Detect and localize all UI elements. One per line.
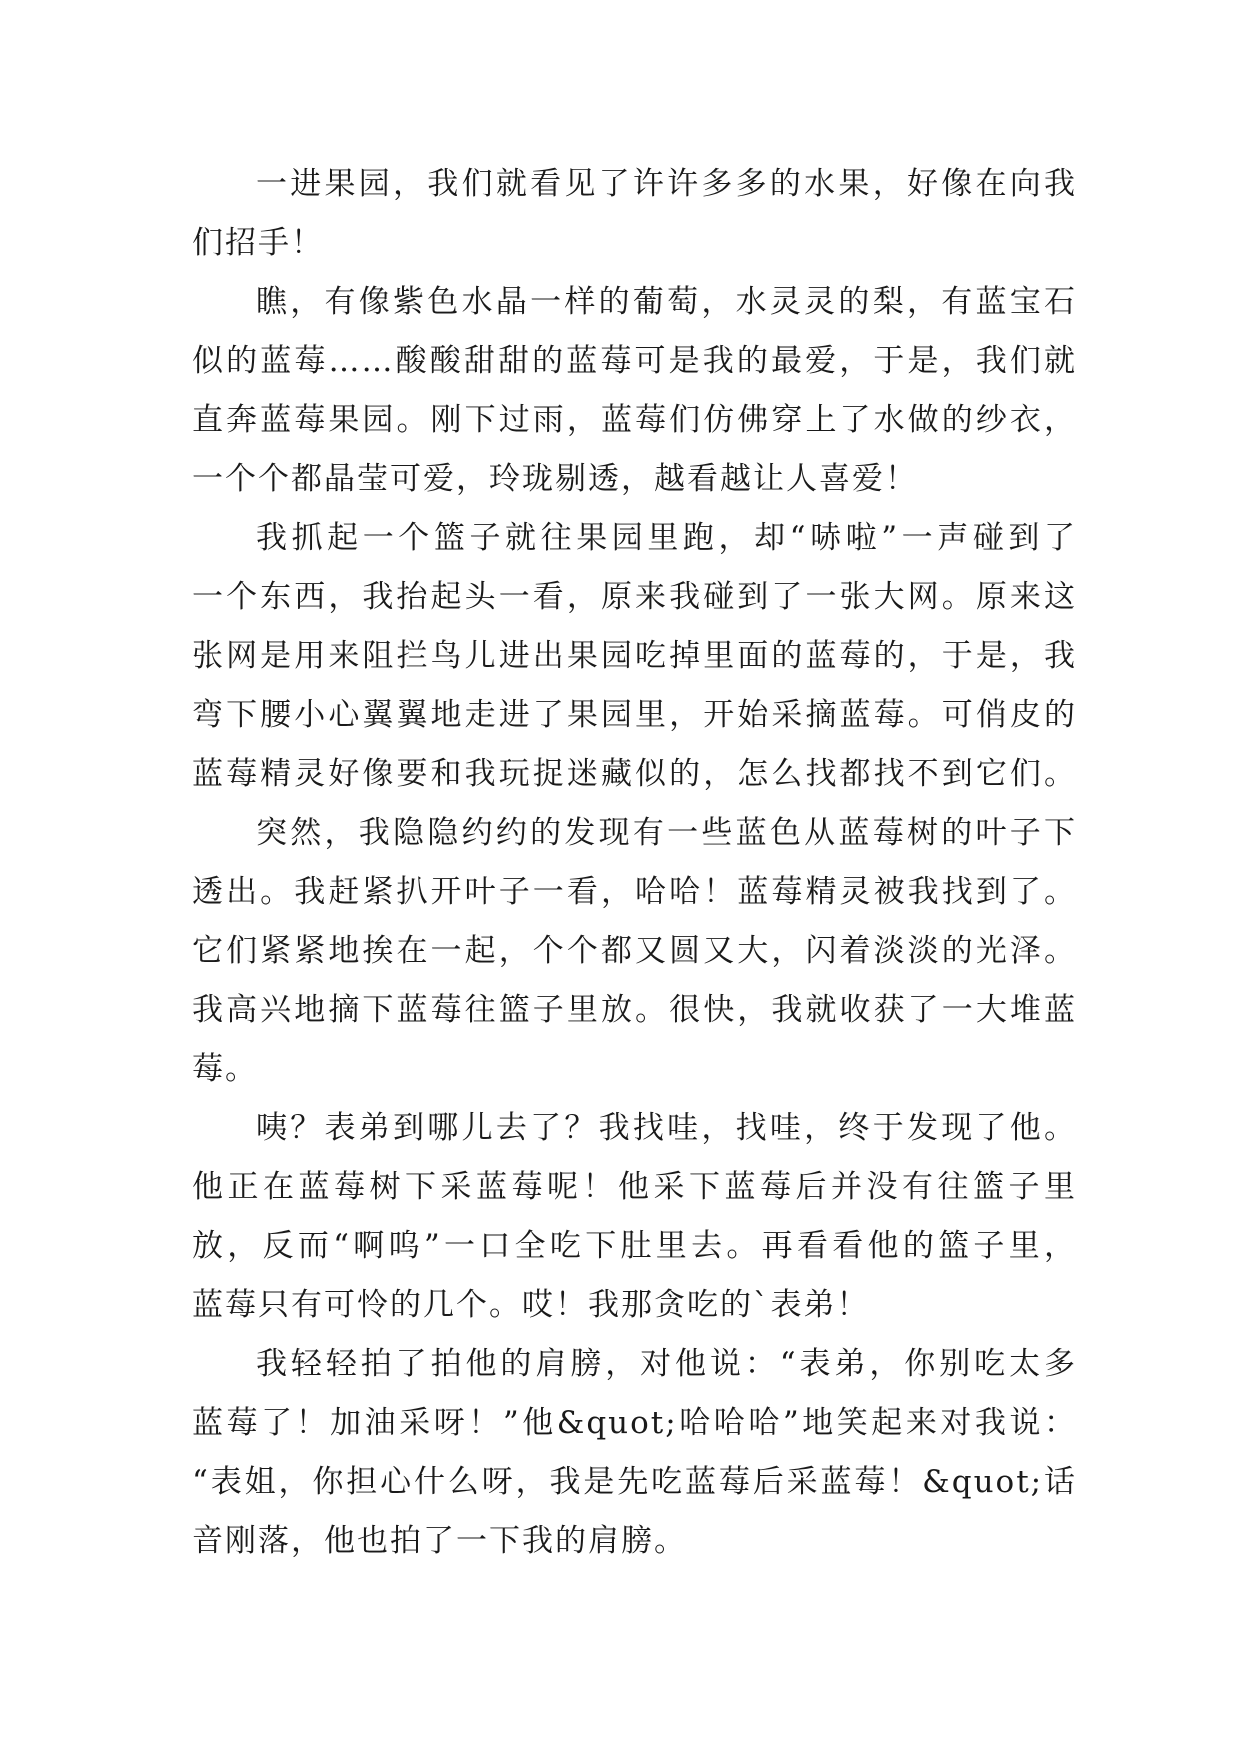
essay-body — [192, 155, 1077, 1571]
paragraph-3-line-1: 我抓起一个篮子就往果园里跑，却“哧啦”一声碰到了 — [256, 520, 1077, 556]
paragraph-4-line-5: 莓。 — [192, 1051, 258, 1087]
paragraph-3-line-3: 张网是用来阻拦鸟儿进出果园吃掉里面的蓝莓的，于是，我 — [192, 638, 1077, 674]
paragraph-4-line-1: 突然，我隐隐约约的发现有一些蓝色从蓝莓树的叶子下 — [256, 815, 1077, 851]
paragraph-6-line-2: 蓝莓了！加油采呀！”他&quot;哈哈哈”地笑起来对我说： — [192, 1405, 1077, 1441]
paragraph-4-line-4: 我高兴地摘下蓝莓往篮子里放。很快，我就收获了一大堆蓝 — [192, 992, 1077, 1028]
paragraph-3-line-2: 一个东西，我抬起头一看，原来我碰到了一张大网。原来这 — [192, 579, 1077, 615]
paragraph-3-line-4: 弯下腰小心翼翼地走进了果园里，开始采摘蓝莓。可俏皮的 — [192, 697, 1077, 733]
paragraph-6-line-1: 我轻轻拍了拍他的肩膀，对他说：“表弟，你别吃太多 — [256, 1346, 1077, 1382]
paragraph-2-line-3: 直奔蓝莓果园。刚下过雨，蓝莓们仿佛穿上了水做的纱衣， — [192, 402, 1077, 438]
paragraph-3-line-5: 蓝莓精灵好像要和我玩捉迷藏似的，怎么找都找不到它们。 — [192, 756, 1077, 792]
paragraph-4-line-3: 它们紧紧地挨在一起，个个都又圆又大，闪着淡淡的光泽。 — [192, 933, 1077, 969]
paragraph-4-line-2: 透出。我赶紧扒开叶子一看，哈哈！蓝莓精灵被我找到了。 — [192, 874, 1077, 910]
paragraph-2-line-4: 一个个都晶莹可爱，玲珑剔透，越看越让人喜爱！ — [192, 461, 918, 497]
paragraph-5-line-1: 咦？表弟到哪儿去了？我找哇，找哇，终于发现了他。 — [256, 1110, 1077, 1146]
paragraph-5-line-3: 放，反而“啊呜”一口全吃下肚里去。再看看他的篮子里， — [192, 1228, 1077, 1264]
paragraph-6-line-3: “表姐，你担心什么呀，我是先吃蓝莓后采蓝莓！&quot;话 — [192, 1464, 1077, 1500]
paragraph-5-line-4: 蓝莓只有可怜的几个。哎！我那贪吃的`表弟！ — [192, 1287, 870, 1323]
paragraph-6-line-4: 音刚落，他也拍了一下我的肩膀。 — [192, 1523, 687, 1559]
paragraph-2-line-2: 似的蓝莓……酸酸甜甜的蓝莓可是我的最爱，于是，我们就 — [192, 343, 1077, 379]
paragraph-2-line-1: 瞧，有像紫色水晶一样的葡萄，水灵灵的梨，有蓝宝石 — [256, 284, 1077, 320]
paragraph-5-line-2: 他正在蓝莓树下采蓝莓呢！他采下蓝莓后并没有往篮子里 — [192, 1169, 1077, 1205]
paragraph-1-line-1: 一进果园，我们就看见了许许多多的水果，好像在向我 — [256, 166, 1077, 202]
paragraph-1-line-2: 们招手！ — [192, 225, 324, 261]
